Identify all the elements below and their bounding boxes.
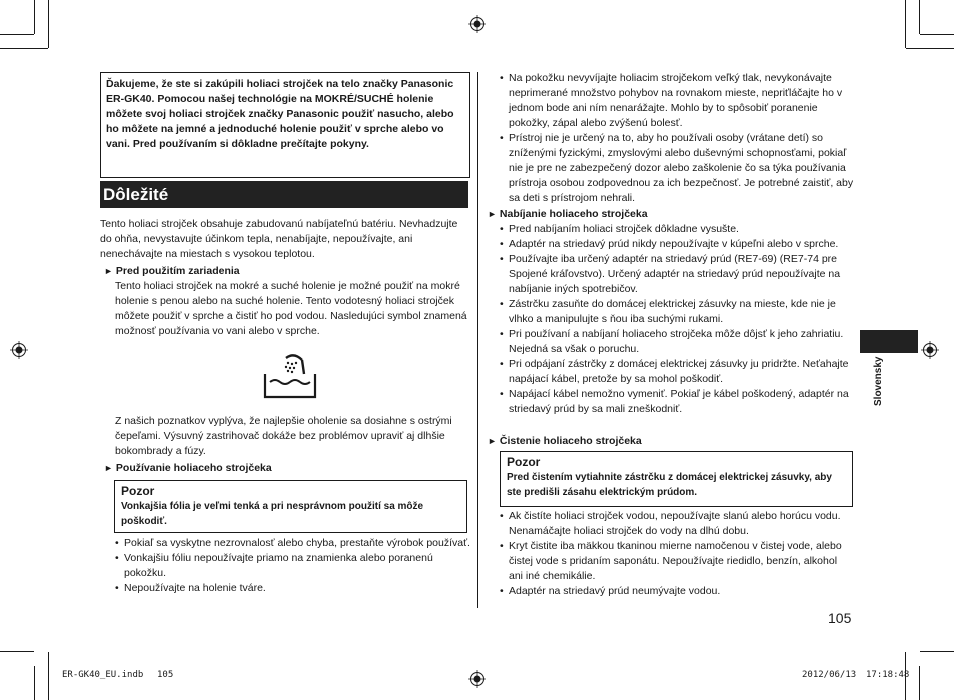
- caution-text: Pred čistením vytiahnite zástrčku z domácej elektrickej zásuvky, aby ste predišli zásahu elektrickým prúdom.: [507, 472, 832, 498]
- crop-mark: [0, 48, 48, 49]
- page-number: 105: [828, 610, 852, 626]
- caution-title: Pozor: [507, 455, 541, 469]
- subheading-charging: [488, 207, 848, 222]
- before-use-text: Tento holiaci strojček na mokré a suché holenie je možné použiť na mokré holenie s penou alebo na suché holenie. Tento vodotesný holiaci strojček môžete použiť v sprche a čistiť ho pod vodou. Nasledujúci symbol znamená možnosť používania vo vani alebo v sprche.: [115, 280, 467, 337]
- footer-time: 17:18:48: [866, 670, 910, 680]
- subheading-label: Pred použitím zariadenia: [115, 265, 240, 277]
- list-item: • Zástrčku zasuňte do domácej elektrickej zásuvky na mieste, kde nie je vlhko a manipulujte s ňou iba suchými rukami.: [500, 297, 852, 327]
- crop-mark: [34, 666, 35, 700]
- footer-file: ER-GK40_EU.indb: [62, 670, 144, 680]
- registration-mark-icon: [10, 341, 28, 359]
- subheading-using-shaver: [104, 461, 464, 476]
- caution-text: Vonkajšia fólia je veľmi tenká a pri nesprávnom použití sa môže poškodiť.: [121, 501, 424, 527]
- blade-info-text: Z našich poznatkov vyplýva, že najlepšie oholenie sa dosiahne s ostrými čepeľami. Výsuvný zastrihovač dokáže bez problémov upraviť aj dlhšie bokombrady a fúzy.: [115, 415, 452, 457]
- registration-mark-icon: [468, 15, 486, 33]
- list-item: • Nepoužívajte na holenie tváre.: [115, 581, 470, 596]
- language-label: Slovensky: [873, 357, 884, 407]
- crop-mark: [0, 651, 34, 652]
- registration-mark-icon: [921, 341, 939, 359]
- crop-mark: [48, 0, 49, 48]
- cleaning-list: [500, 509, 852, 599]
- arrow-icon: ►: [488, 436, 497, 446]
- list-item: • Používajte iba určený adaptér na striedavý prúd (RE7-69) (RE7-74 pre Spojené kráľovstvo). Určený adaptér na striedavý prúd nepoužívajte na nabíjanie iných spotrebičov.: [500, 252, 852, 297]
- list-item: • Prístroj nie je určený na to, aby ho používali osoby (vrátane detí) so zníženými fyzickými, zmyslovými alebo duševnými schopnosťami, pokiaľ nie je pre ne zabezpečený dozor alebo zaškolenie čo sa týka používania prístroja osobou zodpovednou za ich bezpečnosť. Je potrebné zaistiť, aby sa deti s prístrojom nehrali.: [500, 131, 854, 206]
- crop-mark: [34, 0, 35, 34]
- list-item: • Pokiaľ sa vyskytne nezrovnalosť alebo chyba, prestaňte výrobok používať.: [115, 536, 470, 551]
- charging-list: [500, 222, 852, 417]
- crop-mark: [919, 666, 920, 700]
- language-tab: [860, 330, 918, 353]
- bath-shower-icon: [262, 352, 318, 400]
- list-item: • Ak čistíte holiaci strojček vodou, nepoužívajte slanú alebo horúcu vodu. Nenamáčajte holiaci strojček do vody na dlhú dobu.: [500, 509, 852, 539]
- list-item: • Na pokožku nevyvíjajte holiacim strojčekom veľký tlak, nevykonávajte neprimerané množstvo pohybov na rovnakom mieste, nepriťláčajte ho v jednom bode ani ním nenarážajte. Mohlo by to spôsobiť poranenie pokožky, zápal alebo zvýšenú bolesť.: [500, 71, 854, 131]
- list-item: • Kryt čistite iba mäkkou tkaninou mierne namočenou v čistej vode, alebo čistej vode s pridaním saponátu. Nepoužívajte riedidlo, benzín, alkohol ani iné chemikálie.: [500, 539, 852, 584]
- arrow-icon: ►: [488, 209, 497, 219]
- caution-box-foil: [114, 480, 467, 533]
- crop-mark: [0, 34, 34, 35]
- subheading-label: Nabíjanie holiaceho strojčeka: [499, 208, 648, 220]
- crop-mark: [920, 34, 954, 35]
- subheading-label: Používanie holiaceho strojčeka: [115, 462, 272, 474]
- caution-box-cleaning: [500, 451, 853, 507]
- arrow-icon: ►: [104, 266, 113, 276]
- crop-mark: [905, 0, 906, 48]
- subheading-before-use: [104, 264, 464, 279]
- battery-warning-text: Tento holiaci strojček obsahuje zabudovanú nabíjateľnú batériu. Nevhadzujte do ohňa, nevystavujte účinkom tepla, nenabíjajte, nepoužívajte, ani nenechávajte na miestach s vysokou teplotou.: [100, 218, 458, 260]
- column-divider: [477, 72, 478, 608]
- crop-mark: [48, 652, 49, 700]
- crop-mark: [920, 651, 954, 652]
- crop-mark: [919, 0, 920, 34]
- list-item: • Napájací kábel nemožno vymeniť. Pokiaľ je kábel poškodený, adaptér na striedavý prúd by sa mali zneškodniť.: [500, 387, 852, 417]
- footer-date: 2012/06/13: [802, 670, 857, 680]
- caution-title: Pozor: [121, 484, 155, 498]
- list-item: • Pri používaní a nabíjaní holiaceho strojčeka môže dôjsť k jeho zahriatiu. Nejedná sa však o poruchu.: [500, 327, 852, 357]
- subheading-label: Čistenie holiaceho strojčeka: [499, 435, 642, 447]
- subheading-cleaning: [488, 434, 848, 449]
- section-heading: Dôležité: [100, 181, 468, 208]
- list-item: • Pri odpájaní zástrčky z domácej elektrickej zásuvky ju pridržte. Neťahajte napájací kábel, pretože by sa mohol poškodiť.: [500, 357, 852, 387]
- safety-list: [500, 71, 854, 206]
- list-item: • Vonkajšiu fóliu nepoužívajte priamo na znamienka alebo poranenú pokožku.: [115, 551, 470, 581]
- registration-mark-icon: [468, 670, 486, 688]
- intro-box: Ďakujeme, že ste si zakúpili holiaci strojček na telo značky Panasonic ER-GK40. Pomocou našej technológie na MOKRÉ/SUCHÉ holenie môžete svoj holiaci strojček značky Panasonic použiť nasucho, alebo ho môžete na jemné a jednoduché holenie použiť v sprche alebo vo vani. Pred používaním si dôkladne prečítajte pokyny.: [100, 72, 470, 178]
- crop-mark: [906, 48, 954, 49]
- footer-page: 105: [157, 670, 174, 680]
- list-item: • Adaptér na striedavý prúd neumývajte vodou.: [500, 584, 852, 599]
- list-item: • Adaptér na striedavý prúd nikdy nepoužívajte v kúpeľni alebo v sprche.: [500, 237, 852, 252]
- list-item: • Pred nabíjaním holiaci strojček dôkladne vysušte.: [500, 222, 852, 237]
- arrow-icon: ►: [104, 463, 113, 473]
- using-shaver-list: [115, 536, 470, 596]
